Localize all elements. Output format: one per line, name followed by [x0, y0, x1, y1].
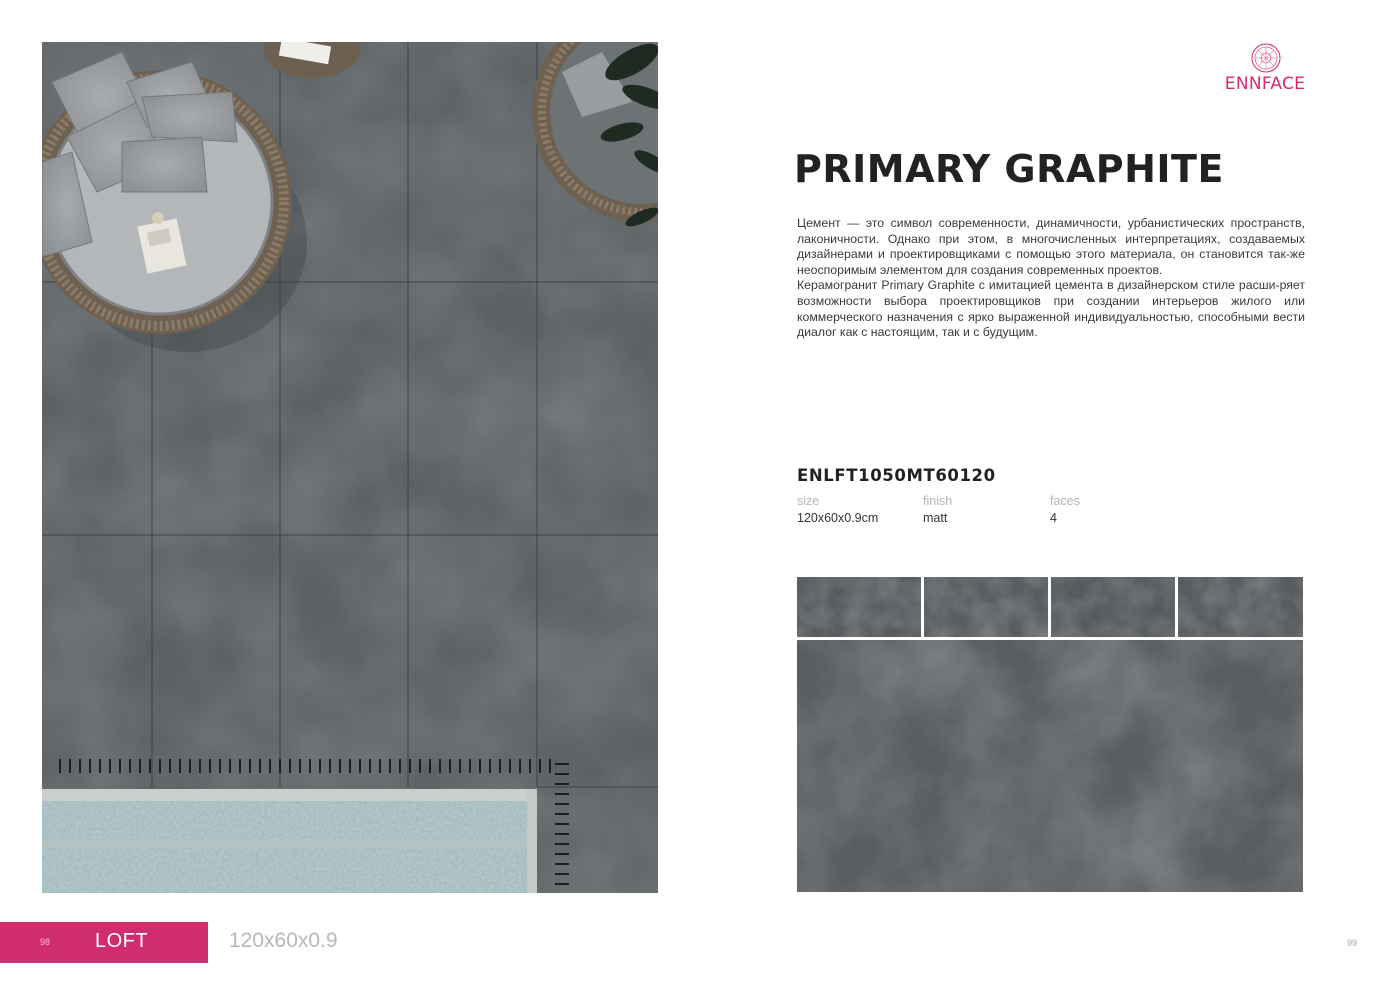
tile-face-swatch: [924, 577, 1048, 637]
collection-name: LOFT: [95, 930, 149, 952]
spec-faces-value: 4: [1050, 511, 1057, 525]
product-code: ENLFT1050MT60120: [797, 466, 996, 485]
product-description: [797, 216, 1305, 341]
brand-logo-text: ENNFACE: [1224, 74, 1306, 94]
page-number-left: 98: [40, 937, 51, 947]
description-paragraph: Керамогранит Primary Graphite с имитацией цемента в дизайнерском стиле расши-ряет возможности выбора проектировщиков при создании интерьеров жилого или коммерческого назначения с ярко выраженной индивидуальностью, способными вести диалог как с настоящим, так и с будущим.: [797, 278, 1305, 340]
spec-finish-label: finish: [923, 494, 953, 508]
tile-face-swatch: [797, 577, 921, 637]
page-number-right: 99: [1347, 938, 1358, 948]
spec-size-label: size: [797, 494, 820, 508]
tile-face-swatch: [1178, 577, 1303, 637]
spec-size-value: 120x60x0.9cm: [797, 511, 879, 525]
spec-faces-label: faces: [1050, 494, 1080, 508]
interior-photo: [42, 42, 658, 893]
description-paragraph: Цемент — это символ современности, динамичности, урбанистических пространств, лаконичности. Однако при этом, в многочисленных интерпретациях, создаваемых дизайнерами и проектировщиками с помощью этого материала, он становится так-же неоспоримым элементом для создания современных проектов.: [797, 216, 1305, 277]
spec-finish-value: matt: [923, 511, 948, 525]
tile-format: 120x60x0.9: [229, 929, 338, 952]
tile-large-swatch: [797, 640, 1303, 892]
product-title: PRIMARY GRAPHITE: [794, 147, 1224, 191]
ennface-seal-icon: [1251, 43, 1281, 73]
tile-face-swatch: [1051, 577, 1175, 637]
